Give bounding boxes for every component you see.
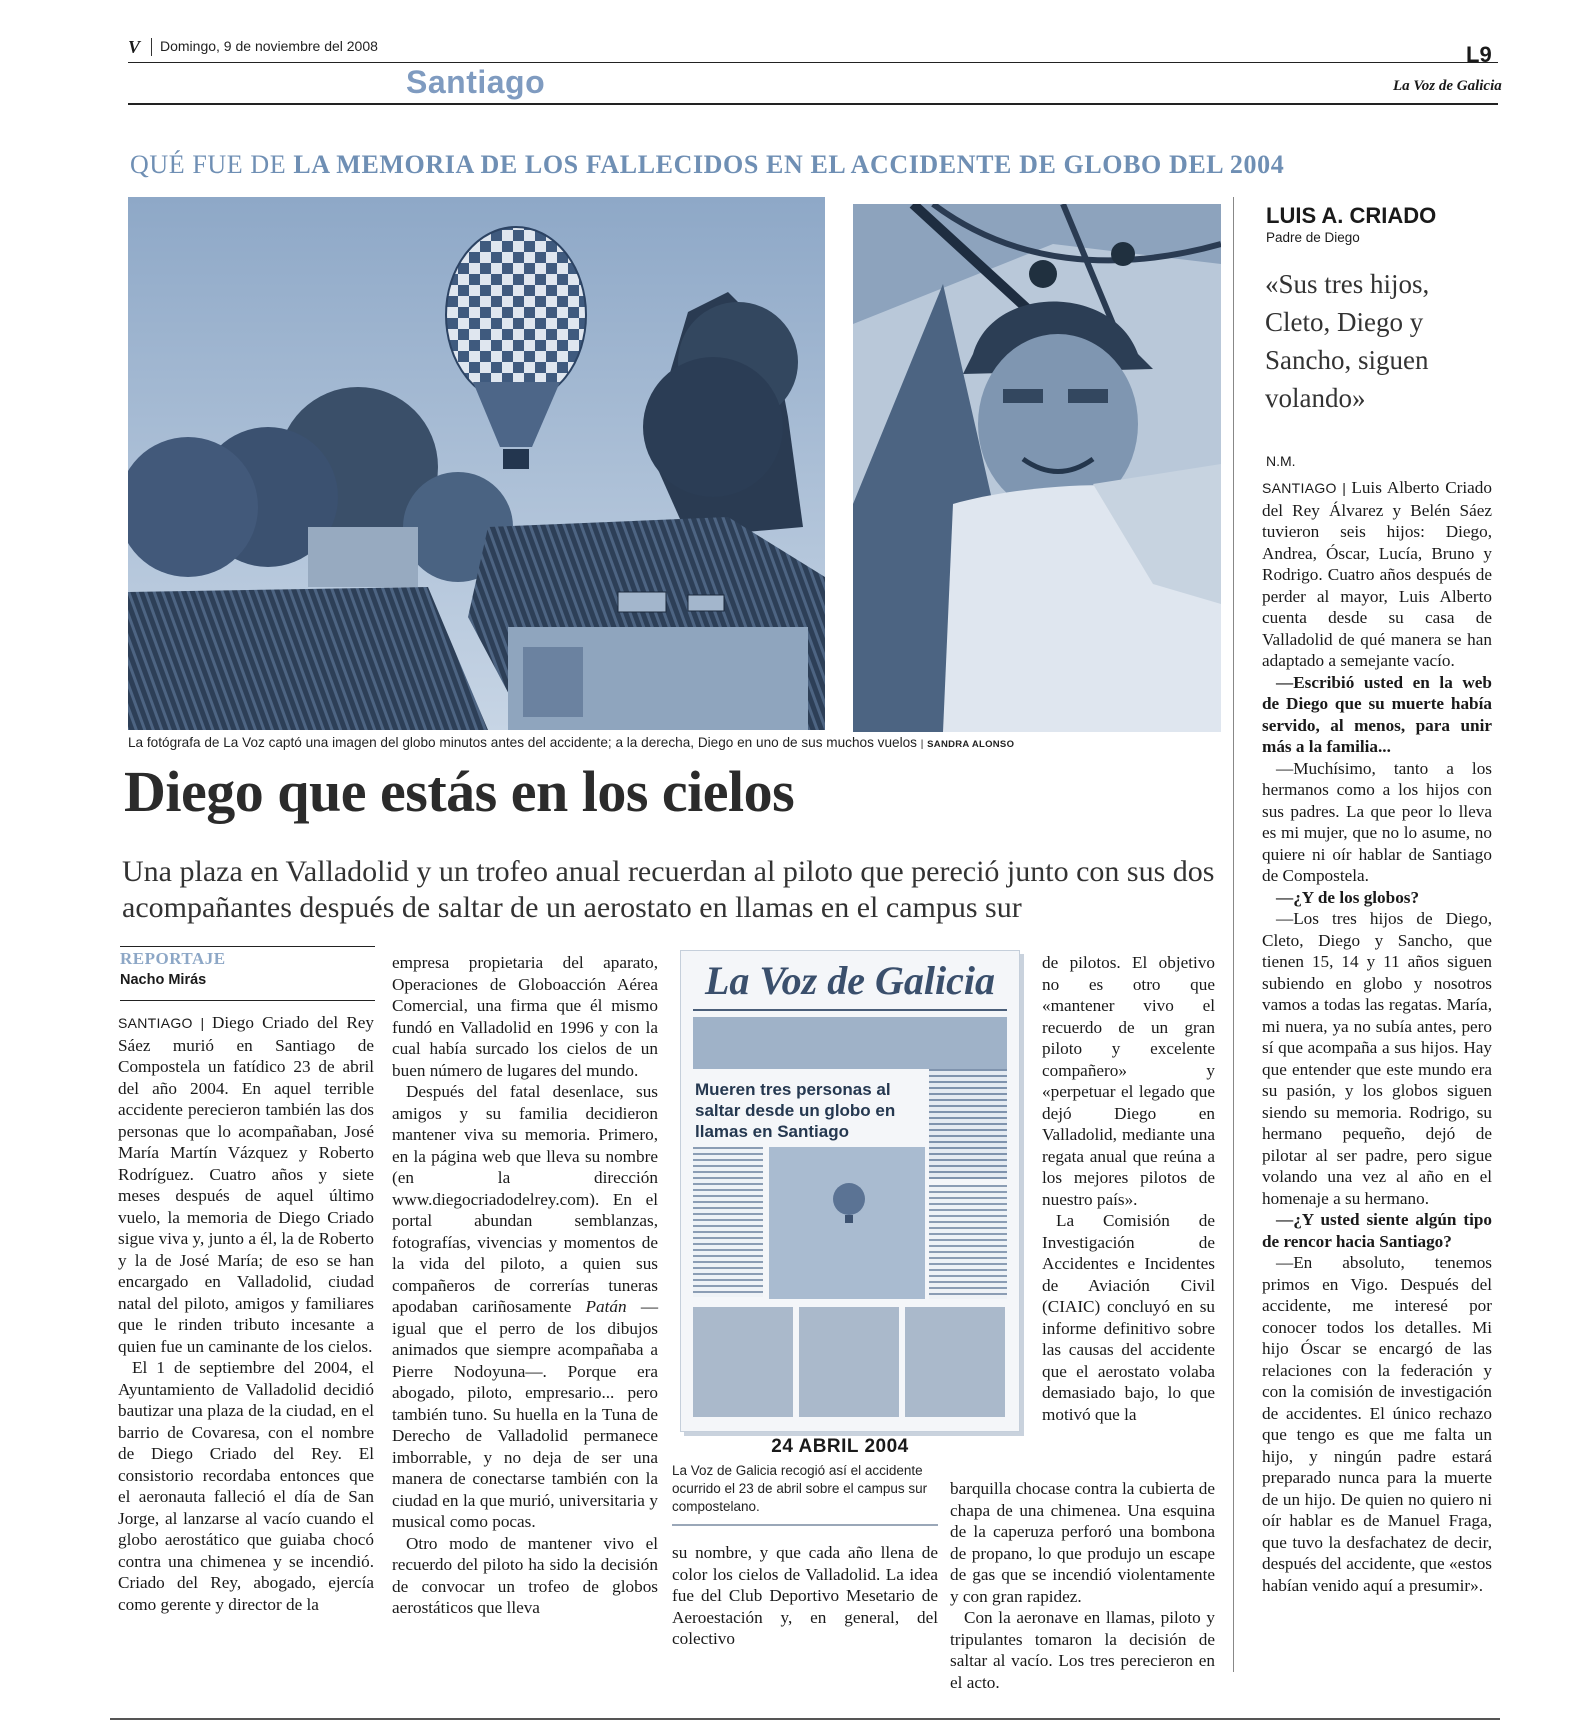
col1-dateline: SANTIAGO	[118, 1015, 193, 1031]
col2-p2-em: Patán	[585, 1297, 627, 1316]
header-divider-small	[151, 38, 152, 56]
article-column-2	[392, 952, 658, 1619]
sidebar-dateline: SANTIAGO	[1262, 480, 1337, 496]
header-date: Domingo, 9 de noviembre del 2008	[160, 38, 378, 54]
byline-rule	[120, 946, 375, 947]
sidebar-question-1: —Escribió usted en la web de Diego que su muerte había servido, al menos, para unir más a la familia...	[1262, 672, 1492, 756]
col1-p1-text: Diego Criado del Rey Sáez murió en Santiago de Compostela un fatídico 23 de abril del año 2004. En aquel terrible accidente perecieron también las dos personas que lo acompañaban, José María Martín Vázquez y Roberto Rodríguez. Cuatro años y siete meses después de aquel último vuelo, la memoria de Diego Criado sigue viva y, junto a él, la de Roberto y la de José María; de eso se han encargado en Valladolid, ciudad natal del piloto, amigos y familiares que le rinden tributo incesante a quien fue un caminante de los cielos.	[118, 1013, 375, 1356]
header-section-rule	[128, 103, 1498, 105]
col3-paragraph-1: su nombre, y que cada año llena de color los cielos de Valladolid. La idea fue del Club Deportivo Mesetario de Aeroestación y, en general, del colectivo	[672, 1543, 938, 1648]
clip-left-text	[693, 1147, 763, 1297]
article-column-4-top	[1042, 952, 1215, 1425]
col4-paragraph-2: La Comisión de Investigación de Accidentes e Incidentes de Aviación Civil (CIAIC) concluyó en su informe definitivo sobre las causas del accidente que el aerostato volaba demasiado bajo, lo que motivó que la	[1042, 1211, 1215, 1424]
col2-paragraph-2	[392, 1081, 658, 1533]
diego-portrait-photo	[853, 204, 1221, 732]
headline: Diego que estás en los cielos	[124, 759, 795, 824]
article-column-4-bottom	[950, 1478, 1215, 1693]
clip-date-label: 24 ABRIL 2004	[771, 1436, 909, 1457]
clip-photo	[769, 1147, 925, 1299]
section-title: Santiago	[406, 64, 546, 100]
clip-bottom-row	[693, 1307, 1007, 1417]
header-logo-mark: V	[128, 37, 141, 57]
sidebar-answer-3: —En absoluto, tenemos primos en Vigo. Después del accidente, me interesé por conocer todos los detalles. Mi hijo Óscar se encargó de las relaciones con la federación y con la comisión de investigación de accidentes. El único rechazo que tengo es que me falta un hijo, y ningún padre estará preparado nunca para la muerte de un hijo. De quien no quiero ni oír hablar es de Manuel Fraga, que tuvo la desfachatez de decir, después del accidente, que «estos habían venido aquí a presumir».	[1262, 1253, 1492, 1595]
balloon-photo-graphic	[128, 197, 825, 730]
header-top-rule	[128, 62, 1498, 63]
diego-portrait-graphic	[853, 204, 1221, 732]
sidebar-initials: N.M.	[1266, 453, 1296, 469]
byline-author: Nacho Mirás	[120, 972, 207, 988]
clip-masthead-rule	[693, 1009, 1007, 1011]
col1-dateline-sep: |	[192, 1015, 212, 1031]
balloon-photo	[128, 197, 825, 730]
clip-masthead: La Voz de Galicia	[705, 958, 995, 1003]
sidebar-interview	[1262, 477, 1492, 1596]
article-column-1	[118, 1012, 374, 1615]
clip-side-column	[929, 1069, 1007, 1179]
kicker	[130, 150, 1284, 180]
byline-label: REPORTAJE	[120, 949, 226, 968]
byline-bottom-rule	[120, 1000, 375, 1001]
sidebar-divider	[1233, 197, 1234, 1672]
clip-caption: La Voz de Galicia recogió así el accidente ocurrido el 23 de abril sobre el campus sur compostelano.	[672, 1463, 928, 1514]
col4-paragraph-3: Con la aeronave en llamas, piloto y tripulantes tomaron la decisión de saltar al vacío. Los tres perecieron en el acto.	[950, 1608, 1215, 1692]
sidebar-question-3: —¿Y usted siente algún tipo de rencor hacia Santiago?	[1262, 1210, 1492, 1251]
sidebar-question-2: —¿Y de los globos?	[1276, 887, 1420, 907]
kicker-light: QUÉ FUE DE	[130, 150, 287, 179]
sidebar-quote: «Sus tres hijos, Cleto, Diego y Sancho, siguen volando»	[1265, 269, 1430, 413]
sidebar-answer-1: —Muchísimo, tanto a los hermanos como a los hijos con sus padres. La que peor lo lleva es mi mujer, que no lo asume, no quiere ni oír hablar de Santiago de Compostela.	[1262, 758, 1492, 885]
col1-paragraph-2: El 1 de septiembre del 2004, el Ayuntamiento de Valladolid decidió bautizar una plaza de la ciudad, en el barrio de Covaresa, con el nombre de Diego Criado del Rey. El consistorio recordaba entonces que el aeronauta falleció el día de San Jorge, al lanzarse al vacío cuando el globo aerostático que guiaba chocó contra una chimenea y se incendió. Criado del Rey, abogado, ejercía como gerente y director de la	[118, 1358, 374, 1614]
clip-banner	[693, 1017, 1007, 1069]
photo-caption-sep: |	[920, 739, 924, 750]
subhead: Una plaza en Valladolid y un trofeo anual recuerdan al piloto que pereció junto con sus dos acompañantes después de saltar de un aerostato en llamas en el campus sur	[122, 855, 1215, 924]
page-bottom-rule	[110, 1718, 1500, 1720]
kicker-bold: LA MEMORIA DE LOS FALLECIDOS EN EL ACCIDENTE DE GLOBO DEL 2004	[293, 150, 1285, 179]
col4-paragraph-1: de pilotos. El objetivo no es otro que «mantener vivo el recuerdo de un gran piloto y excelente compañero» y «perpetuar el legado que dejó Diego en Valladolid, mediante una regata anual que reúna a los mejores pilotos de nuestro país».	[1042, 953, 1215, 1209]
clip-caption-rule	[672, 1524, 938, 1526]
sidebar-answer-2: —Los tres hijos de Diego, Cleto, Diego y Sancho, que tienen 15, 14 y 11 años siguen subiendo en globo y nosotros vamos a todas las regatas. María, mi nuera, ya no subía antes, pero sí que acompaña a sus hijos. Hay que entender que este mundo era su pasión, y los globos siguen siendo su memoria. Rodrigo, su hermano pequeño, dejó de pilotar al ser padre, pero sigue volando una vez al año en el homenaje a su hermano.	[1262, 909, 1492, 1208]
header-masthead: La Voz de Galicia	[1393, 78, 1502, 94]
col2-p2-b: —igual que el perro de los dibujos animados que siempre acompañaba a Pierre Nodoyuna—. Porque era abogado, piloto, empresario... pero también tuno. Su huella en la Tuna de Derecho de Valladolid permanece imborrable, y no deja de ser una manera de conectarse también con la ciudad en la que murió, universitaria y musical como pocas.	[392, 1297, 659, 1531]
clip-front-headline: Mueren tres personas al saltar desde un globo en llamas en Santiago	[695, 1080, 896, 1141]
col2-paragraph-1: empresa propietaria del aparato, Operaciones de Globoacción Aérea Comercial, una firma que él mismo fundó en Valladolid en 1996 y con la cual había surcado los cielos de un buen número de lugares del mundo.	[392, 953, 658, 1080]
clip-balloon-icon	[769, 1147, 925, 1299]
sidebar-intro-text: Luis Alberto Criado del Rey Álvarez y Belén Sáez tuvieron seis hijos: Diego, Andrea, Óscar, Lucía, Bruno y Rodrigo. Cuatro años después de perder al mayor, Luis Alberto cuenta desde su casa de Valladolid de qué manera se han adaptado a semejante vacío.	[1262, 478, 1492, 670]
photo-caption-text: La fotógrafa de La Voz captó una imagen del globo minutos antes del accidente; a la derecha, Diego en uno de sus muchos vuelos	[128, 735, 917, 750]
front-page-clip	[680, 950, 1020, 1432]
article-column-3	[672, 1542, 938, 1650]
sidebar-name: LUIS A. CRIADO	[1266, 203, 1437, 228]
clip-right-text	[929, 1185, 1007, 1299]
photo-caption	[128, 735, 1014, 750]
sidebar-dateline-sep: |	[1336, 480, 1352, 496]
sidebar-role: Padre de Diego	[1266, 230, 1360, 245]
sidebar-intro	[1262, 477, 1492, 672]
col2-paragraph-3: Otro modo de mantener vivo el recuerdo del piloto ha sido la decisión de convocar un trofeo de globos aerostáticos que lleva	[392, 1533, 658, 1617]
photo-credit: SANDRA ALONSO	[927, 739, 1015, 750]
col1-paragraph-1	[118, 1012, 374, 1357]
col4-paragraph-2-cont: barquilla chocase contra la cubierta de chapa de una chimenea. Una esquina de la caperuza perforó una bombona de propano, lo que produjo un escape de gas que se incendió violentamente y con gran rapidez.	[950, 1479, 1215, 1606]
col2-p2-a: Después del fatal desenlace, sus amigos y su familia decidieron mantener viva su memoria. Primero, en la página web que lleva su nombre (en la dirección www.diegocriadodelrey.com). En el portal abundan semblanzas, fotografías, vivencias y momentos de la vida del piloto, a quien sus compañeros de correrías tuneras apodaban cariñosamente	[392, 1082, 658, 1316]
header-page-number: L9	[1466, 42, 1492, 67]
